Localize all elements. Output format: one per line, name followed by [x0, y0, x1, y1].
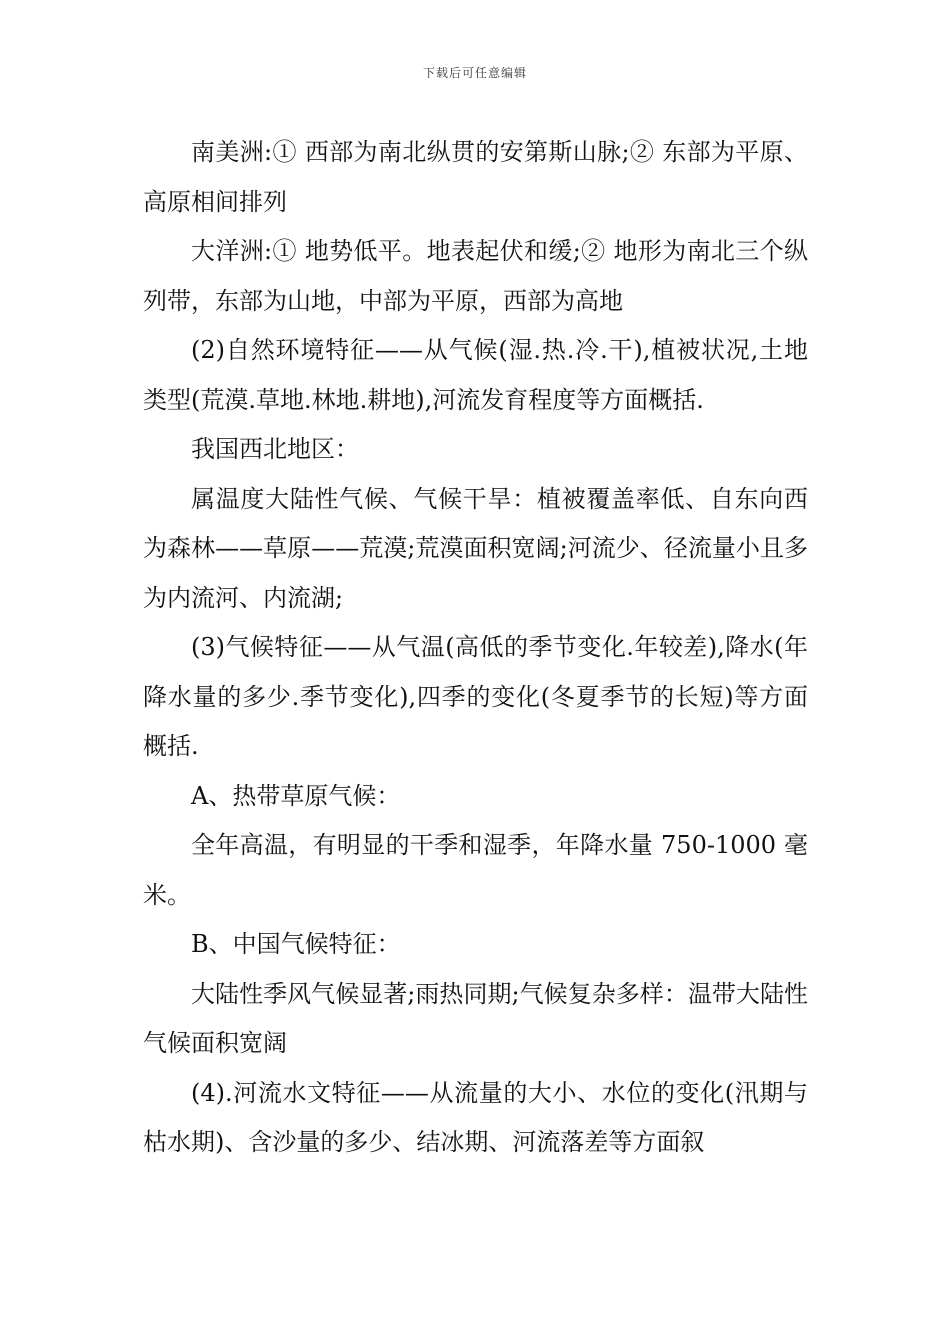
paragraph-savanna-heading: A、热带草原气候：	[191, 781, 401, 810]
paragraph-river-hydrology: (4).河流水文特征——从流量的大小、水位的变化(汛期与枯水期)、含沙量的多少、结冰期、河流落差等方面叙	[143, 1078, 808, 1156]
paragraph-climate-features: (3)气候特征——从气温(高低的季节变化.年较差),降水(年降水量的多少.季节变化),四季的变化(冬夏季节的长短)等方面概括.	[143, 633, 808, 760]
paragraph-china-climate-heading: B、中国气候特征：	[191, 930, 401, 958]
document-body	[143, 128, 808, 1168]
paragraph-south-america: 南美洲:① 西部为南北纵贯的安第斯山脉;② 东部为平原、高原相间排列	[143, 138, 808, 216]
paragraph-china-climate: 大陆性季风气候显著;雨热同期;气候复杂多样：温带大陆性气候面积宽阔	[143, 979, 808, 1057]
paragraph-northwest-china: 属温度大陆性气候、气候干旱：植被覆盖率低、自东向西为森林——草原——荒漠;荒漠面积宽阔;河流少、径流量小且多为内流河、内流湖;	[143, 484, 808, 612]
paragraph-natural-environment: (2)自然环境特征——从气候(湿.热.冷.干),植被状况,土地类型(荒漠.草地.林地.耕地),河流发育程度等方面概括.	[143, 336, 808, 414]
page-header: 下载后可任意编辑	[422, 66, 527, 80]
paragraph-northwest-china-heading: 我国西北地区：	[191, 435, 359, 463]
paragraph-oceania: 大洋洲:① 地势低平。地表起伏和缓;② 地形为南北三个纵列带，东部为山地，中部为平原，西部为高地	[143, 237, 808, 315]
paragraph-savanna: 全年高温，有明显的干季和湿季，年降水量 750-1000 毫米。	[143, 831, 808, 909]
